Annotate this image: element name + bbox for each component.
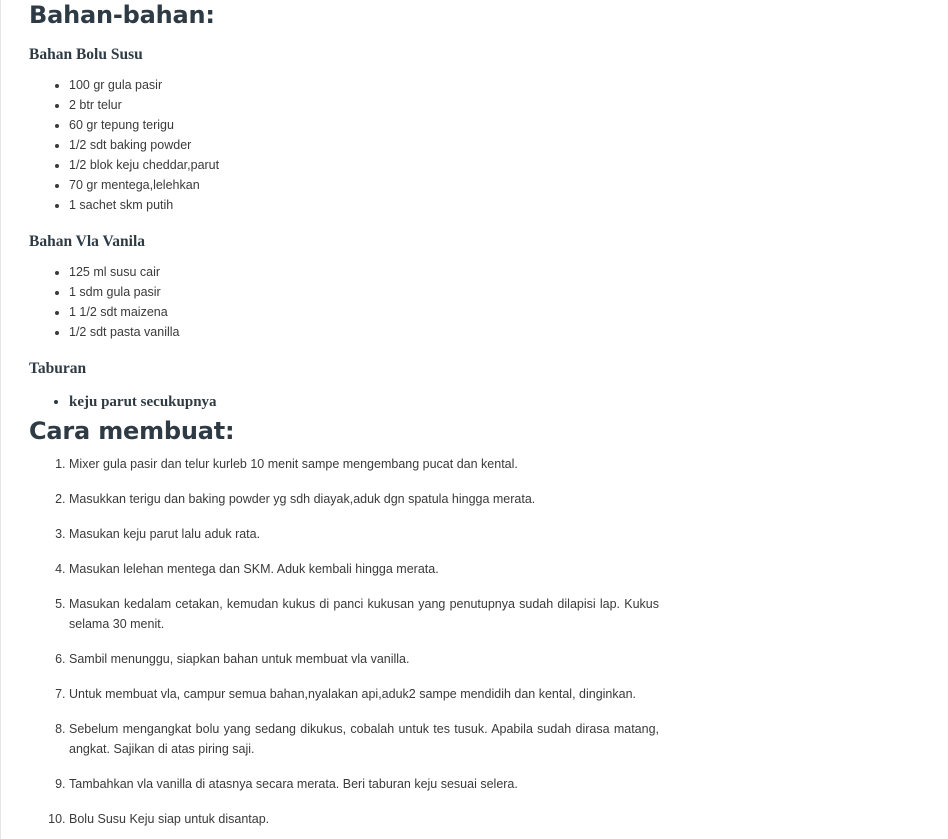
list-item: • 1/2 sdt baking powder	[69, 135, 659, 155]
step-item: 7. Untuk membuat vla, campur semua bahan,nyalakan api,aduk2 sampe mendidih dan kental, dinginkan.	[69, 684, 659, 704]
list-item: • 100 gr gula pasir	[69, 75, 659, 95]
step-item: 10. Bolu Susu Keju siap untuk disantap.	[69, 809, 659, 829]
list-item: • 1 sachet skm putih	[69, 195, 659, 215]
group-title-taburan: Taburan	[29, 360, 87, 377]
step-item: 8. Sebelum mengangkat bolu yang sedang dikukus, cobalah untuk tes tusuk. Apabila sudah dirasa matang, angkat. Sajikan di atas piring saji.	[69, 719, 659, 759]
step-item: 9. Tambahkan vla vanilla di atasnya secara merata. Beri taburan keju sesuai selera.	[69, 774, 659, 794]
ingredient-list-taburan	[29, 392, 659, 412]
list-item: • keju parut secukupnya	[69, 392, 659, 412]
ingredients-heading: Bahan-bahan:	[29, 1, 215, 29]
step-item: 3. Masukan keju parut lalu aduk rata.	[69, 524, 659, 544]
step-item: 1. Mixer gula pasir dan telur kurleb 10 menit sampe mengembang pucat dan kental.	[69, 454, 659, 474]
ingredient-list-bolu-susu	[29, 75, 659, 215]
step-item: 2. Masukkan terigu dan baking powder yg sdh diayak,aduk dgn spatula hingga merata.	[69, 489, 659, 509]
group-title-bolu-susu: Bahan Bolu Susu	[29, 46, 143, 63]
list-item: • 125 ml susu cair	[69, 262, 659, 282]
list-item: • 1/2 blok keju cheddar,parut	[69, 155, 659, 175]
ingredient-list-vla-vanila	[29, 262, 659, 342]
step-item: 5. Masukan kedalam cetakan, kemudan kukus di panci kukusan yang penutupnya sudah dilapisi lap. Kukus selama 30 menit.	[69, 594, 659, 634]
group-title-vla-vanila: Bahan Vla Vanila	[29, 233, 146, 250]
left-border	[0, 0, 1, 839]
list-item: • 60 gr tepung terigu	[69, 115, 659, 135]
list-item: • 2 btr telur	[69, 95, 659, 115]
list-item: • 1 sdm gula pasir	[69, 282, 659, 302]
list-item: • 1/2 sdt pasta vanilla	[69, 322, 659, 342]
list-item: • 1 1/2 sdt maizena	[69, 302, 659, 322]
step-item: 6. Sambil menunggu, siapkan bahan untuk membuat vla vanilla.	[69, 649, 659, 669]
method-heading: Cara membuat:	[29, 417, 235, 445]
list-item: • 70 gr mentega,lelehkan	[69, 175, 659, 195]
recipe-content	[29, 0, 659, 839]
method-steps	[29, 454, 659, 829]
step-item: 4. Masukan lelehan mentega dan SKM. Aduk kembali hingga merata.	[69, 559, 659, 579]
